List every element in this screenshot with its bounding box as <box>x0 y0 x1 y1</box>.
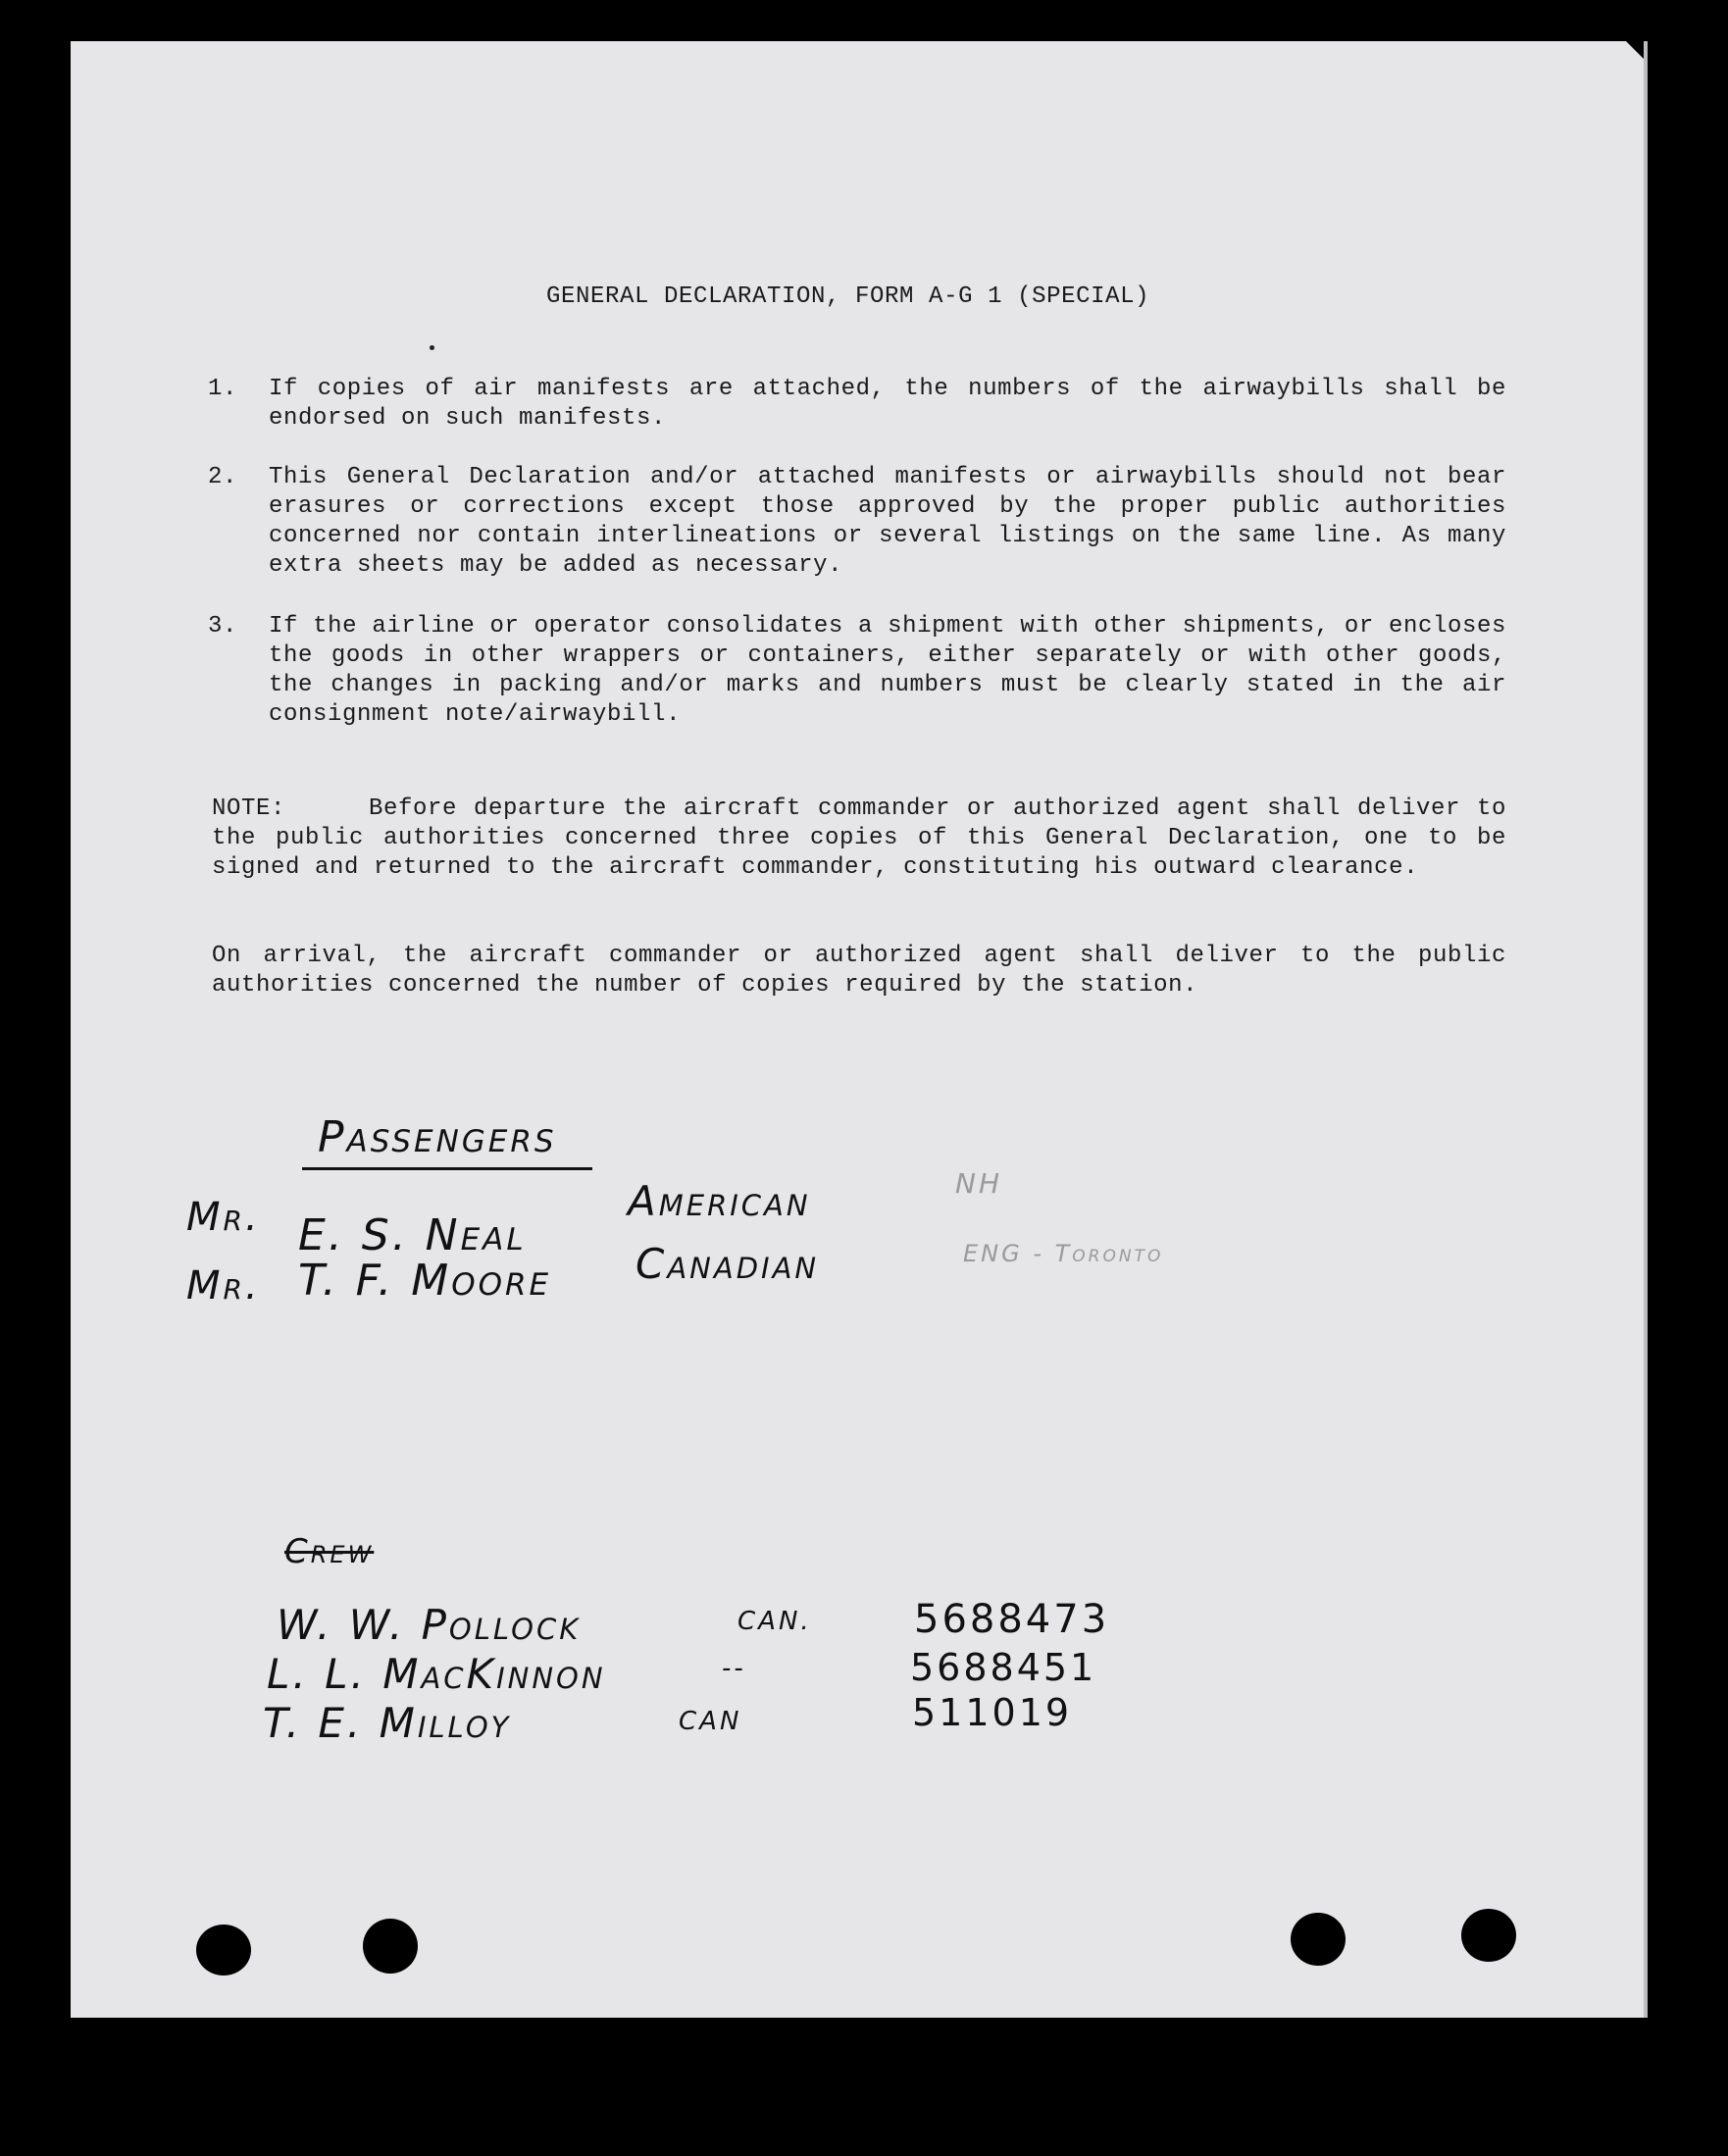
crew-2-name: L. L. MacKinnon <box>267 1650 606 1698</box>
note-label: NOTE: <box>212 796 286 822</box>
passenger-1-note: NH <box>955 1167 1002 1200</box>
crew-1-nationality: CAN. <box>737 1607 812 1636</box>
form-title: GENERAL DECLARATION, FORM A-G 1 (SPECIAL) <box>546 283 1150 310</box>
passenger-1-name: E. S. Neal <box>298 1210 527 1260</box>
item-number: 3. <box>208 613 238 640</box>
note-paragraph <box>212 795 1506 883</box>
item-text: This General Declaration and/or attached manifests or airwaybills should not bear erasures or corrections except those approved by the proper public authorities concerned nor contain interlineations or several listings on the same line. As many extra sheets may be added as necessary. <box>269 464 1506 579</box>
passenger-2-nationality: Canadian <box>635 1240 820 1288</box>
passenger-2-name: T. F. Moore <box>298 1256 552 1306</box>
crew-3-nationality: CAN <box>679 1707 742 1736</box>
document-page <box>71 41 1648 2018</box>
passenger-1-nationality: American <box>628 1177 811 1225</box>
crew-3-name: T. E. Milloy <box>263 1699 512 1747</box>
item-number: 1. <box>208 376 238 402</box>
passenger-2-note: ENG - Toronto <box>963 1240 1164 1267</box>
crew-heading: Crew <box>284 1532 375 1571</box>
crew-2-number: 5688451 <box>910 1646 1097 1689</box>
crew-3-number: 511019 <box>912 1691 1073 1734</box>
passengers-underline <box>302 1167 592 1170</box>
punch-hole <box>363 1919 418 1974</box>
crew-1-name: W. W. Pollock <box>277 1601 582 1649</box>
crew-1-number: 5688473 <box>914 1597 1110 1642</box>
arrival-paragraph: On arrival, the aircraft commander or authorized agent shall deliver to the public authorities concerned the number of copies required by the station. <box>212 943 1506 999</box>
item-text: If the airline or operator consolidates a shipment with other shipments, or encloses the goods in other wrappers or containers, either separately or with other goods, the changes in packing and/or marks and numbers must be clearly stated in the air consignment note/airwaybill. <box>269 613 1506 728</box>
note-text: Before departure the aircraft commander or authorized agent shall deliver to the public authorities concerned three copies of this General Declaration, one to be signed and returned to the aircraft commander, constituting his outward clearance. <box>212 796 1507 881</box>
passenger-2-title: Mr. <box>186 1263 261 1309</box>
item-number: 2. <box>208 464 238 490</box>
passenger-1-title: Mr. <box>186 1195 261 1240</box>
punch-hole <box>1291 1913 1346 1966</box>
folded-corner <box>1626 41 1648 63</box>
item-text: If copies of air manifests are attached, the numbers of the airwaybills shall be endorsed on such manifests. <box>269 376 1506 432</box>
crew-2-nationality: -- <box>722 1654 746 1683</box>
passengers-heading: Passengers <box>318 1112 557 1162</box>
punch-hole <box>1461 1909 1516 1962</box>
punch-hole <box>196 1925 251 1976</box>
stray-mark <box>430 345 434 350</box>
